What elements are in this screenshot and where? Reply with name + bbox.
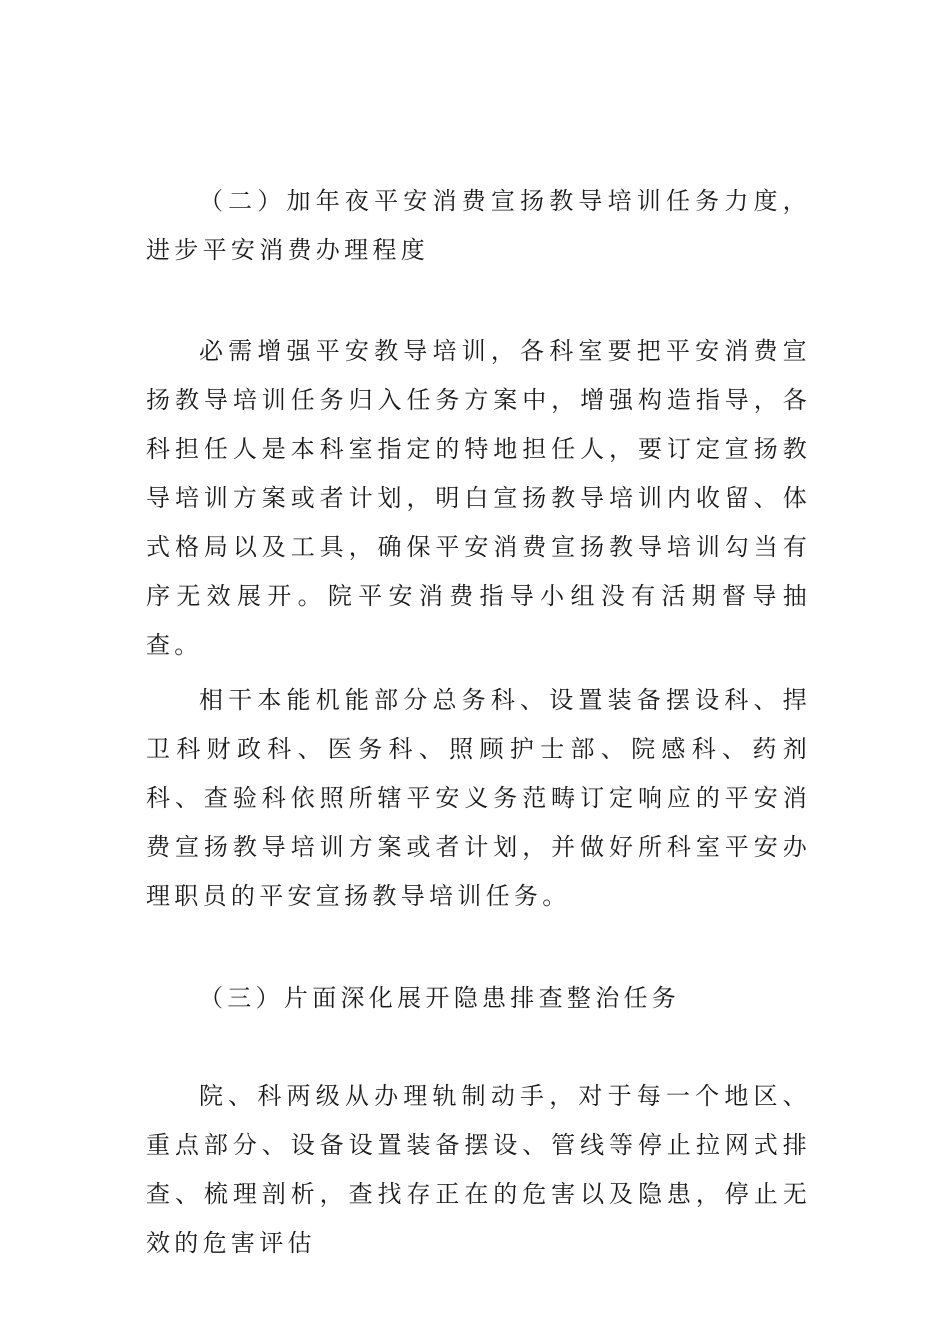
paragraph-departments: 相干本能机能部分总务科、设置装备摆设科、捍卫科财政科、医务科、照顾护士部、院感科、药剂科、查验科依照所辖平安义务范畴订定响应的平安消费宣扬教导培训方案或者计划，并做好所科室平安办理职员的平安宣扬教导培训任务。 xyxy=(146,686,811,910)
section-heading-3: （三）片面深化展开隐患排查整治任务 xyxy=(199,984,681,1012)
paragraph-training: 必需增强平安教导培训，各科室要把平安消费宣扬教导培训任务归入任务方案中，增强构造指导，各科担任人是本科室指定的特地担任人，要订定宣扬教导培训方案或者计划，明白宣扬教导培训内收留、体式格局以及工具，确保平安消费宣扬教导培训勾当有序无效展开。院平安消费指导小组没有活期督导抽查。 xyxy=(146,337,811,659)
paragraph-hazard-inspection: 院、科两级从办理轨制动手，对于每一个地区、重点部分、设备设置装备摆设、管线等停止拉网式排查、梳理剖析，查找存正在的危害以及隐患，停止无效的危害评估 xyxy=(146,1082,811,1257)
section-heading-2: （二）加年夜平安消费宣扬教导培训任务力度，进步平安消费办理程度 xyxy=(146,187,811,264)
